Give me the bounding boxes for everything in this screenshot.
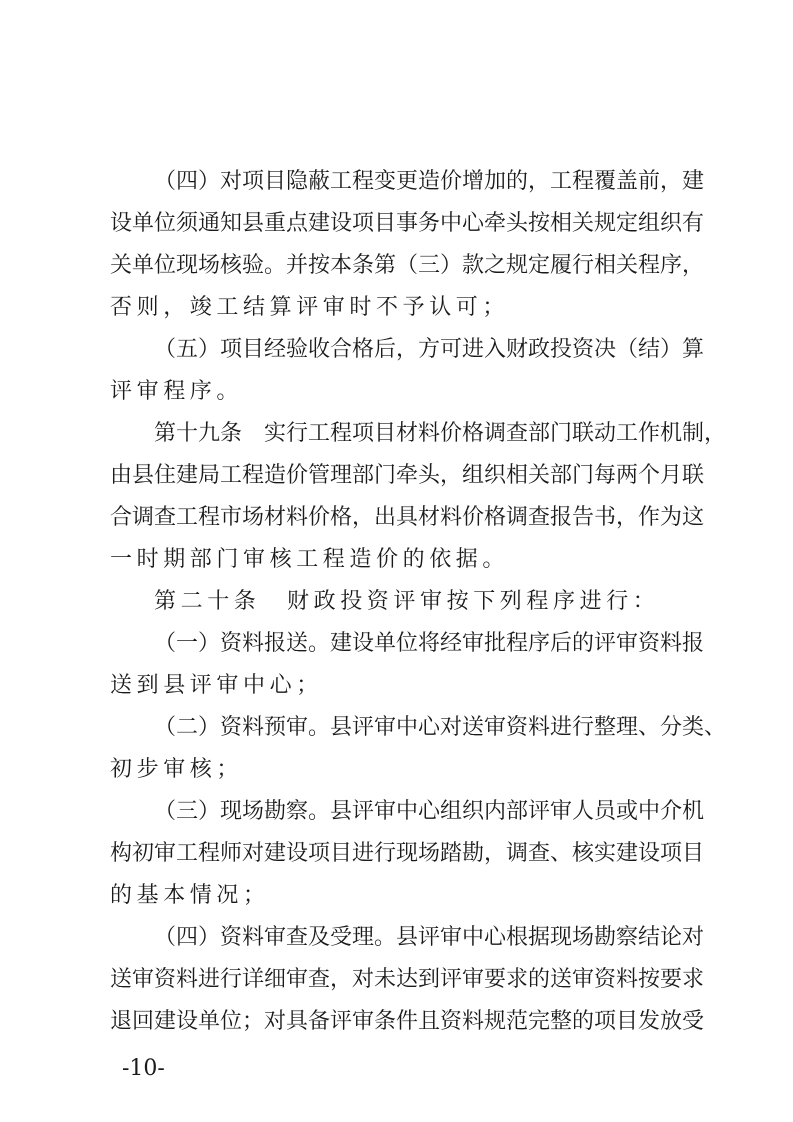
- article-heading-line: 第十九条 实行工程项目材料价格调查部门联动工作机制，: [154, 421, 727, 446]
- body-line: 由县住建局工程造价管理部门牵头，组织相关部门每两个月联: [110, 463, 705, 488]
- body-line: （四）对项目隐蔽工程变更造价增加的，工程覆盖前，建: [154, 169, 705, 194]
- article-heading-line: 第二十条 财政投资评审按下列程序进行：: [154, 589, 660, 614]
- body-line: 的基本情况；: [110, 883, 270, 908]
- body-line: 关单位现场核验。并按本条第（三）款之规定履行相关程序，: [110, 253, 705, 278]
- body-line: 退回建设单位；对具备评审条件且资料规范完整的项目发放受: [110, 1009, 705, 1034]
- body-line: 评审程序。: [110, 379, 244, 404]
- body-line: 否则，竣工结算评审时不予认可；: [110, 295, 510, 320]
- page-number: -10-: [122, 1056, 165, 1081]
- body-line: 一时期部门审核工程造价的依据。: [110, 547, 510, 572]
- body-line: 送审资料进行详细审查，对未达到评审要求的送审资料按要求: [110, 967, 705, 992]
- body-line: 设单位须通知县重点建设项目事务中心牵头按相关规定组织有: [110, 211, 705, 236]
- body-line: 送到县评审中心；: [110, 673, 323, 698]
- body-line: 构初审工程师对建设项目进行现场踏勘，调查、核实建设项目: [110, 841, 705, 866]
- body-line: （三）现场勘察。县评审中心组织内部评审人员或中介机: [154, 799, 705, 824]
- body-line: 初步审核；: [110, 757, 244, 782]
- body-line: 合调查工程市场材料价格，出具材料价格调查报告书，作为这: [110, 505, 705, 530]
- body-line: （二）资料预审。县评审中心对送审资料进行整理、分类、: [154, 715, 727, 740]
- body-line: （四）资料审查及受理。县评审中心根据现场勘察结论对: [154, 925, 705, 950]
- body-line: （五）项目经验收合格后，方可进入财政投资决（结）算: [154, 337, 705, 362]
- body-line: （一）资料报送。建设单位将经审批程序后的评审资料报: [154, 631, 705, 656]
